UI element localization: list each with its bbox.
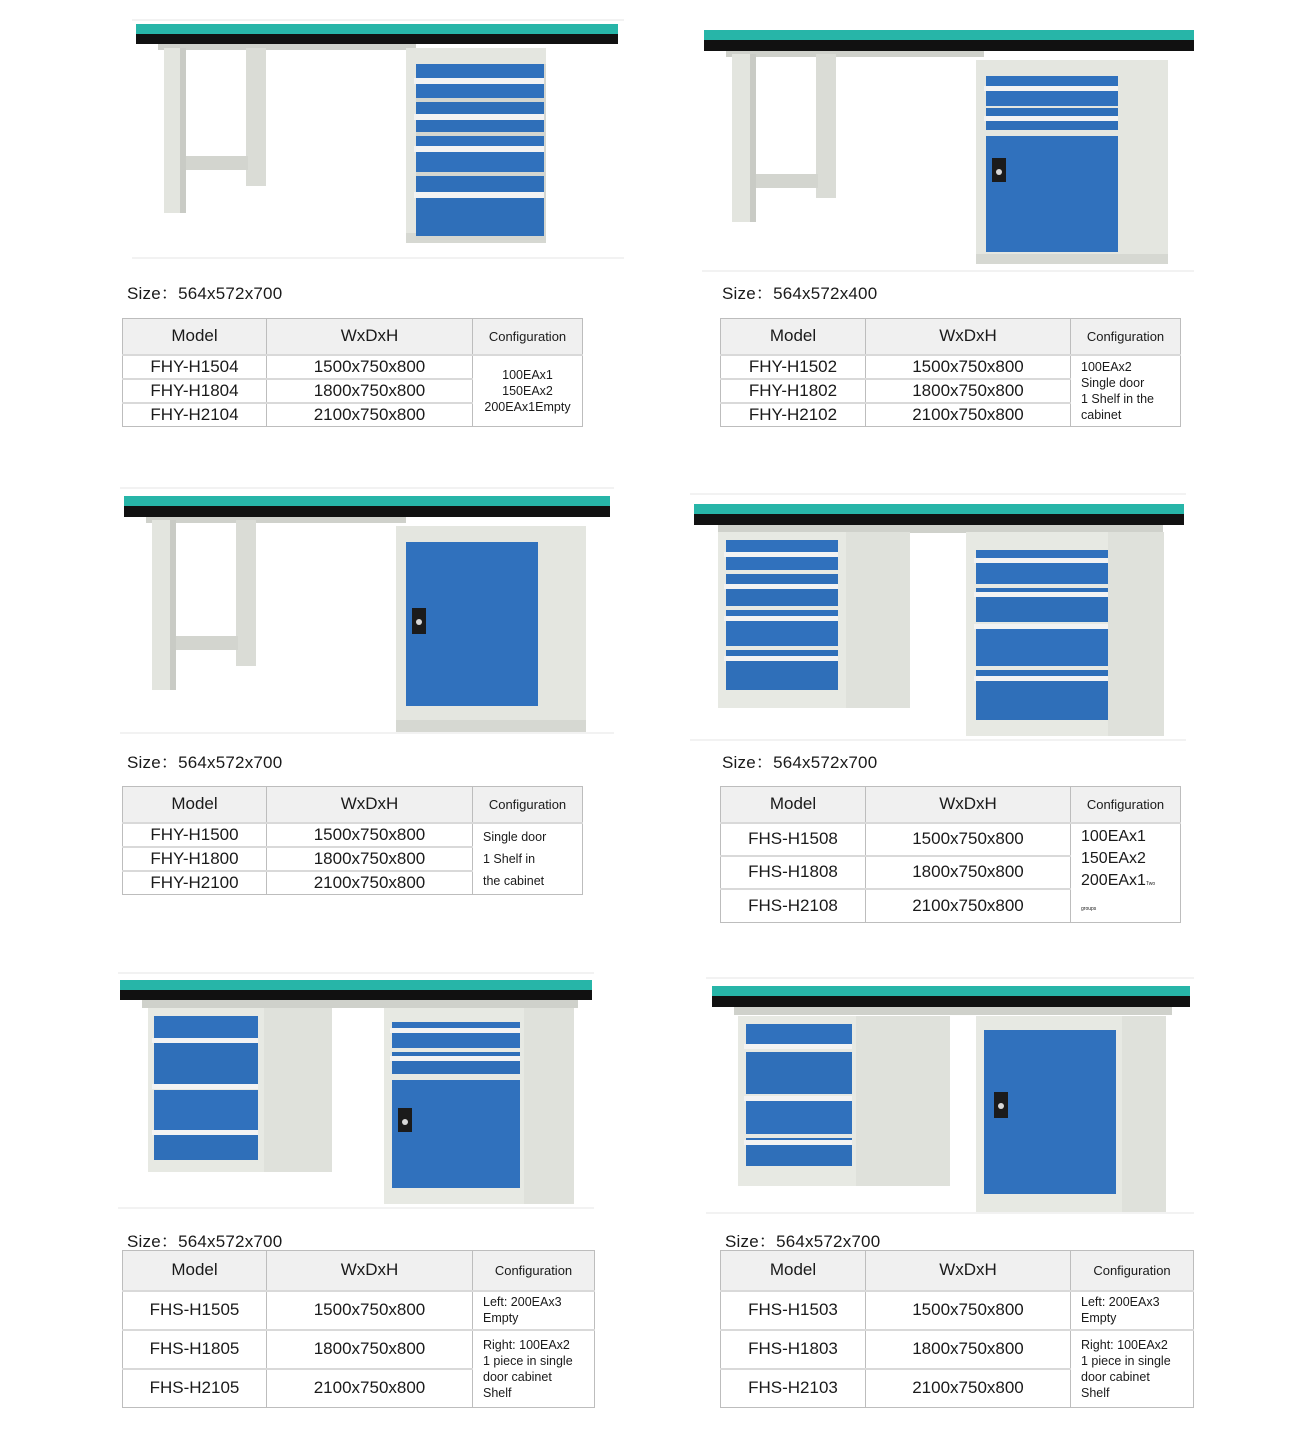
model-header: Model (123, 1251, 267, 1291)
config-line: door cabinet (1081, 1369, 1150, 1384)
cabinet-door (986, 136, 1118, 252)
dims-cell: 1800x750x800 (267, 1330, 473, 1369)
configuration-header: Configuration (473, 319, 583, 355)
model-cell: FHS-H1508 (721, 823, 866, 856)
dims-cell: 1500x750x800 (866, 823, 1071, 856)
model-header: Model (721, 1251, 866, 1291)
configuration-cell (473, 823, 583, 895)
drawer-front (390, 1022, 520, 1074)
configuration-cell-left (1071, 1291, 1194, 1330)
spec-table (720, 1250, 1194, 1408)
configuration-cell-right (473, 1330, 595, 1408)
size-label: Size：564x572x700 (127, 284, 283, 303)
size-label: Size：564x572x700 (127, 753, 283, 772)
config-line: 100EAx2 (1081, 359, 1132, 374)
configuration-cell (1071, 823, 1181, 923)
config-line: 1 Shelf in (483, 851, 536, 866)
workbench-illustration-1 (128, 18, 628, 263)
table-row (123, 1291, 595, 1330)
configuration-cell (1071, 355, 1181, 427)
model-header: Model (721, 319, 866, 355)
spec-table (122, 786, 583, 895)
dims-cell: 2100x750x800 (866, 889, 1071, 922)
config-line: Single door (483, 829, 547, 844)
drawer-front (974, 550, 1108, 720)
config-line (1081, 870, 1170, 920)
config-line: Shelf (483, 1385, 512, 1400)
dims-cell: 1500x750x800 (267, 823, 473, 847)
table-row (123, 355, 583, 379)
dims-cell: 2100x750x800 (267, 403, 473, 427)
model-header: Model (123, 319, 267, 355)
workbench-illustration-4 (688, 492, 1188, 744)
config-line: Right: 100EAx2 (1081, 1337, 1168, 1352)
config-line: Empty (483, 1311, 519, 1325)
config-line: 1 piece in single (483, 1353, 573, 1368)
config-line: 1 piece in single (1081, 1353, 1171, 1368)
config-line: Right: 100EAx2 (483, 1337, 570, 1352)
model-cell: FHY-H2100 (123, 871, 267, 895)
workbench-illustration-3 (116, 486, 618, 736)
dims-header: WxDxH (866, 1251, 1071, 1291)
model-cell: FHY-H1500 (123, 823, 267, 847)
model-cell: FHY-H2104 (123, 403, 267, 427)
dims-cell: 1500x750x800 (267, 1291, 473, 1330)
model-cell: FHS-H1808 (721, 856, 866, 889)
configuration-header: Configuration (1071, 1251, 1194, 1291)
config-line: door cabinet (483, 1369, 552, 1384)
size-label: Size：564x572x700 (722, 753, 878, 772)
dims-cell: 1800x750x800 (866, 856, 1071, 889)
dims-header: WxDxH (267, 787, 473, 823)
model-cell: FHS-H2103 (721, 1369, 866, 1408)
configuration-header: Configuration (473, 787, 583, 823)
dims-header: WxDxH (267, 1251, 473, 1291)
model-cell: FHS-H1505 (123, 1291, 267, 1330)
dims-cell: 2100x750x800 (866, 403, 1071, 427)
spec-table (720, 318, 1181, 427)
table-row (721, 823, 1181, 856)
workbench-illustration-5 (114, 970, 598, 1212)
model-cell: FHY-H1804 (123, 379, 267, 403)
config-line: the cabinet (483, 873, 545, 888)
configuration-header: Configuration (1071, 787, 1181, 823)
configuration-header: Configuration (1071, 319, 1181, 355)
leg (816, 54, 836, 198)
model-cell: FHY-H1502 (721, 355, 866, 379)
configuration-cell-left (473, 1291, 595, 1330)
config-line: 150EAx2 (502, 383, 553, 398)
drawer-front (152, 1016, 258, 1160)
configuration-cell-right (1071, 1330, 1194, 1408)
workbench-illustration-6 (704, 976, 1198, 1216)
size-label: Size：564x572x700 (127, 1232, 283, 1251)
dims-header: WxDxH (267, 319, 473, 355)
table-row (123, 1330, 595, 1369)
config-line: Empty (1081, 1311, 1117, 1325)
model-cell: FHY-H1800 (123, 847, 267, 871)
configuration-cell (473, 355, 583, 427)
leg (236, 520, 256, 666)
table-row (123, 823, 583, 847)
model-cell: FHS-H1803 (721, 1330, 866, 1369)
spec-table (122, 1250, 595, 1408)
size-label: Size：564x572x400 (722, 284, 878, 303)
dims-header: WxDxH (866, 787, 1071, 823)
config-line: 100EAx1 (502, 367, 553, 382)
dims-cell: 1500x750x800 (866, 1291, 1071, 1330)
config-line: 100EAx1 (1081, 827, 1146, 845)
config-line: Left: 200EAx3 (1081, 1295, 1160, 1309)
model-cell: FHY-H2102 (721, 403, 866, 427)
table-row (721, 355, 1181, 379)
config-line: 200EAx1Empty (484, 399, 571, 414)
dims-cell: 2100x750x800 (267, 1369, 473, 1408)
config-note: Two groups (1081, 880, 1156, 912)
dims-cell: 1800x750x800 (866, 379, 1071, 403)
workbench-illustration-2 (698, 24, 1198, 274)
dims-header: WxDxH (866, 319, 1071, 355)
config-line: 1 Shelf in the (1081, 391, 1154, 406)
drawer-front (984, 76, 1118, 130)
size-label: Size：564x572x700 (725, 1232, 881, 1251)
config-line: 150EAx2 (1081, 849, 1146, 867)
dims-cell: 1800x750x800 (267, 847, 473, 871)
drawer-front (414, 64, 544, 236)
model-cell: FHY-H1504 (123, 355, 267, 379)
model-cell: FHS-H1503 (721, 1291, 866, 1330)
config-line-text: 200EAx1 (1081, 871, 1146, 889)
cabinet-door (392, 1080, 520, 1188)
configuration-header: Configuration (473, 1251, 595, 1291)
dims-cell: 1800x750x800 (866, 1330, 1071, 1369)
dims-cell: 2100x750x800 (267, 871, 473, 895)
model-header: Model (721, 787, 866, 823)
table-row (721, 1330, 1194, 1369)
leg (246, 48, 266, 186)
model-header: Model (123, 787, 267, 823)
dims-cell: 1500x750x800 (267, 355, 473, 379)
model-cell: FHS-H2105 (123, 1369, 267, 1408)
config-line: cabinet (1081, 407, 1122, 422)
spec-table (720, 786, 1181, 923)
drawer-front (724, 540, 838, 690)
model-cell: FHS-H1805 (123, 1330, 267, 1369)
dims-cell: 1800x750x800 (267, 379, 473, 403)
model-cell: FHS-H2108 (721, 889, 866, 922)
table-row (721, 1291, 1194, 1330)
config-line: Left: 200EAx3 (483, 1295, 562, 1309)
dims-cell: 2100x750x800 (866, 1369, 1071, 1408)
dims-cell: 1500x750x800 (866, 355, 1071, 379)
config-line: Shelf (1081, 1385, 1110, 1400)
config-line: Single door (1081, 375, 1145, 390)
model-cell: FHY-H1802 (721, 379, 866, 403)
spec-table (122, 318, 583, 427)
